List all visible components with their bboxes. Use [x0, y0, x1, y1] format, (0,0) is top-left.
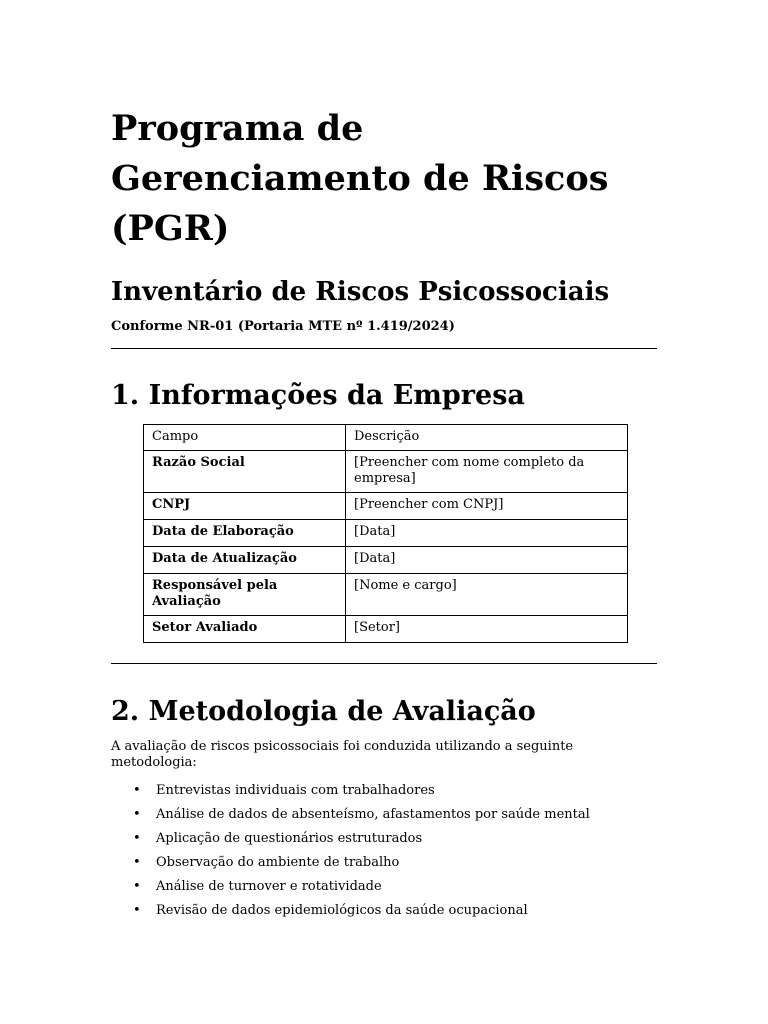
field-value: [Data]	[346, 547, 628, 574]
field-value: [Data]	[346, 520, 628, 547]
methodology-list	[111, 781, 590, 925]
list-item-text: Revisão de dados epidemiológicos da saúde ocupacional	[156, 903, 528, 918]
section-heading-methodology: 2. Metodologia de Avaliação	[111, 696, 536, 727]
field-value: [Nome e cargo]	[346, 574, 628, 616]
document-title: Programa de Gerenciamento de Riscos (PGR)	[111, 108, 609, 249]
bullet-icon: •	[133, 903, 141, 918]
bullet-icon: •	[133, 807, 141, 822]
bullet-icon: •	[133, 879, 141, 894]
table-row	[144, 451, 628, 493]
bullet-icon: •	[133, 831, 141, 846]
field-label: Data de Elaboração	[144, 520, 346, 547]
list-item	[111, 877, 590, 901]
list-item-text: Análise de turnover e rotatividade	[156, 879, 382, 894]
table-row	[144, 520, 628, 547]
bullet-icon: •	[133, 855, 141, 870]
table-row	[144, 493, 628, 520]
table-header-row	[144, 425, 628, 451]
field-value: [Preencher com CNPJ]	[346, 493, 628, 520]
table-row	[144, 616, 628, 643]
list-item	[111, 853, 590, 877]
list-item	[111, 781, 590, 805]
list-item	[111, 829, 590, 853]
list-item-text: Entrevistas individuais com trabalhadores	[156, 783, 435, 798]
document-subtitle: Inventário de Riscos Psicossociais	[111, 277, 610, 307]
section-heading-company-info: 1. Informações da Empresa	[111, 380, 525, 411]
field-value: [Preencher com nome completo da empresa]	[346, 451, 628, 493]
table-header-cell: Descrição	[346, 425, 628, 451]
list-item-text: Análise de dados de absenteísmo, afastamentos por saúde mental	[156, 807, 590, 822]
list-item	[111, 901, 590, 925]
field-label: Setor Avaliado	[144, 616, 346, 643]
field-label: CNPJ	[144, 493, 346, 520]
field-label: Razão Social	[144, 451, 346, 493]
bullet-icon: •	[133, 783, 141, 798]
list-item	[111, 805, 590, 829]
methodology-intro: A avaliação de riscos psicossociais foi conduzida utilizando a seguinte metodologia:	[111, 739, 574, 770]
table-header-cell: Campo	[144, 425, 346, 451]
list-item-text: Observação do ambiente de trabalho	[156, 855, 400, 870]
list-item-text: Aplicação de questionários estruturados	[156, 831, 423, 846]
compliance-note: Conforme NR-01 (Portaria MTE nº 1.419/2024)	[111, 319, 455, 334]
section-divider	[111, 348, 657, 349]
field-value: [Setor]	[346, 616, 628, 643]
company-info-table	[143, 424, 628, 643]
section-divider	[111, 663, 657, 664]
table-row	[144, 547, 628, 574]
table-row	[144, 574, 628, 616]
field-label: Responsável pela Avaliação	[144, 574, 346, 616]
field-label: Data de Atualização	[144, 547, 346, 574]
